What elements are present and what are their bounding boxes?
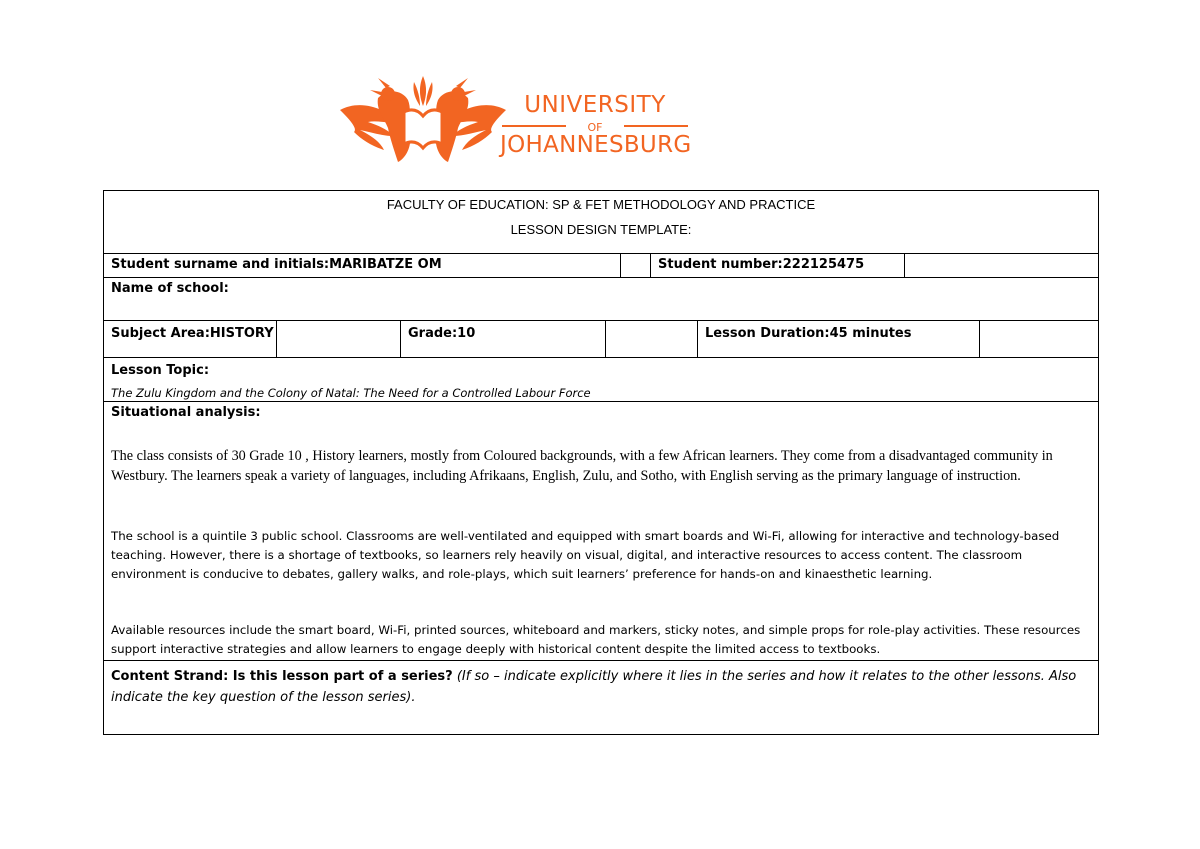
subject-area-cell[interactable] — [104, 321, 277, 357]
student-number-blank-cell[interactable] — [905, 254, 1100, 277]
logo-of-text: OF — [587, 121, 603, 134]
student-surname-label: Student surname and initials:MARIBATZE OM — [111, 257, 442, 272]
content-strand-text — [111, 666, 1078, 708]
lesson-topic-label: Lesson Topic: — [111, 363, 210, 378]
logo-university-text: UNIVERSITY — [524, 92, 666, 118]
situational-analysis-label: Situational analysis: — [111, 405, 261, 420]
logo-wordmark — [500, 92, 690, 158]
lesson-duration-label: Lesson Duration:45 minutes — [705, 326, 912, 341]
student-row — [104, 254, 1098, 278]
situational-analysis-row[interactable] — [104, 402, 1098, 661]
form-header-row — [104, 191, 1098, 254]
grade-cell[interactable] — [401, 321, 606, 357]
school-name-label: Name of school: — [111, 281, 229, 296]
lesson-design-form — [103, 190, 1099, 735]
content-strand-note: (If so – indicate explicitly where it lies in the series and how it relates to the other lessons. Also indicate the key question of the lesson series). — [111, 669, 1077, 705]
lesson-duration-cell[interactable] — [698, 321, 980, 357]
situational-paragraph-3: Available resources include the smart board, Wi-Fi, printed sources, whiteboard and markers, sticky notes, and simple props for role-play activities. These resources support interactive strategies and allow learners to engage deeply with historical content despite the limited access to textbooks. — [111, 623, 1081, 656]
logo-johannesburg-text: JOHANNESBURG — [500, 132, 692, 158]
template-title: LESSON DESIGN TEMPLATE: — [510, 222, 692, 237]
lesson-topic-value: The Zulu Kingdom and the Colony of Natal: The Need for a Controlled Labour Force — [111, 386, 591, 400]
university-logo — [338, 70, 698, 170]
situational-paragraph-2: The school is a quintile 3 public school. Classrooms are well-ventilated and equipped with smart boards and Wi-Fi, allowing for interactive and technology-based teaching. However, there is a shortage of textbooks, so learners rely heavily on visual, digital, and interactive resources to access content. The classroom environment is conducive to debates, gallery walks, and role-plays, which suit learners’ preference for hands-on and kinaesthetic learning. — [111, 529, 1060, 581]
aloe-birds-emblem-icon — [338, 70, 508, 170]
content-strand-label: Content Strand: Is this lesson part of a series? — [111, 669, 453, 684]
subject-area-blank-cell[interactable] — [277, 321, 401, 357]
subject-area-label: Subject Area:HISTORY — [111, 326, 274, 341]
content-strand-row[interactable] — [104, 661, 1098, 736]
situational-paragraph-1: The class consists of 30 Grade 10 , History learners, mostly from Coloured backgrounds, with a few African learners. They come from a disadvantaged community in Westbury. The learners speak a variety of languages, including Afrikaans, English, Zulu, and Sotho, with English serving as the primary language of instruction. — [111, 448, 1053, 484]
lesson-topic-row[interactable] — [104, 358, 1098, 402]
subject-row — [104, 321, 1098, 358]
student-number-cell[interactable] — [651, 254, 905, 277]
student-surname-blank-cell[interactable] — [621, 254, 651, 277]
grade-label: Grade:10 — [408, 326, 476, 341]
faculty-title: FACULTY OF EDUCATION: SP & FET METHODOLOGY AND PRACTICE — [386, 197, 816, 212]
lesson-duration-blank-cell[interactable] — [980, 321, 1100, 357]
grade-blank-cell[interactable] — [606, 321, 698, 357]
student-surname-cell[interactable] — [104, 254, 621, 277]
student-number-label: Student number:222125475 — [658, 257, 865, 272]
school-row[interactable] — [104, 278, 1098, 321]
